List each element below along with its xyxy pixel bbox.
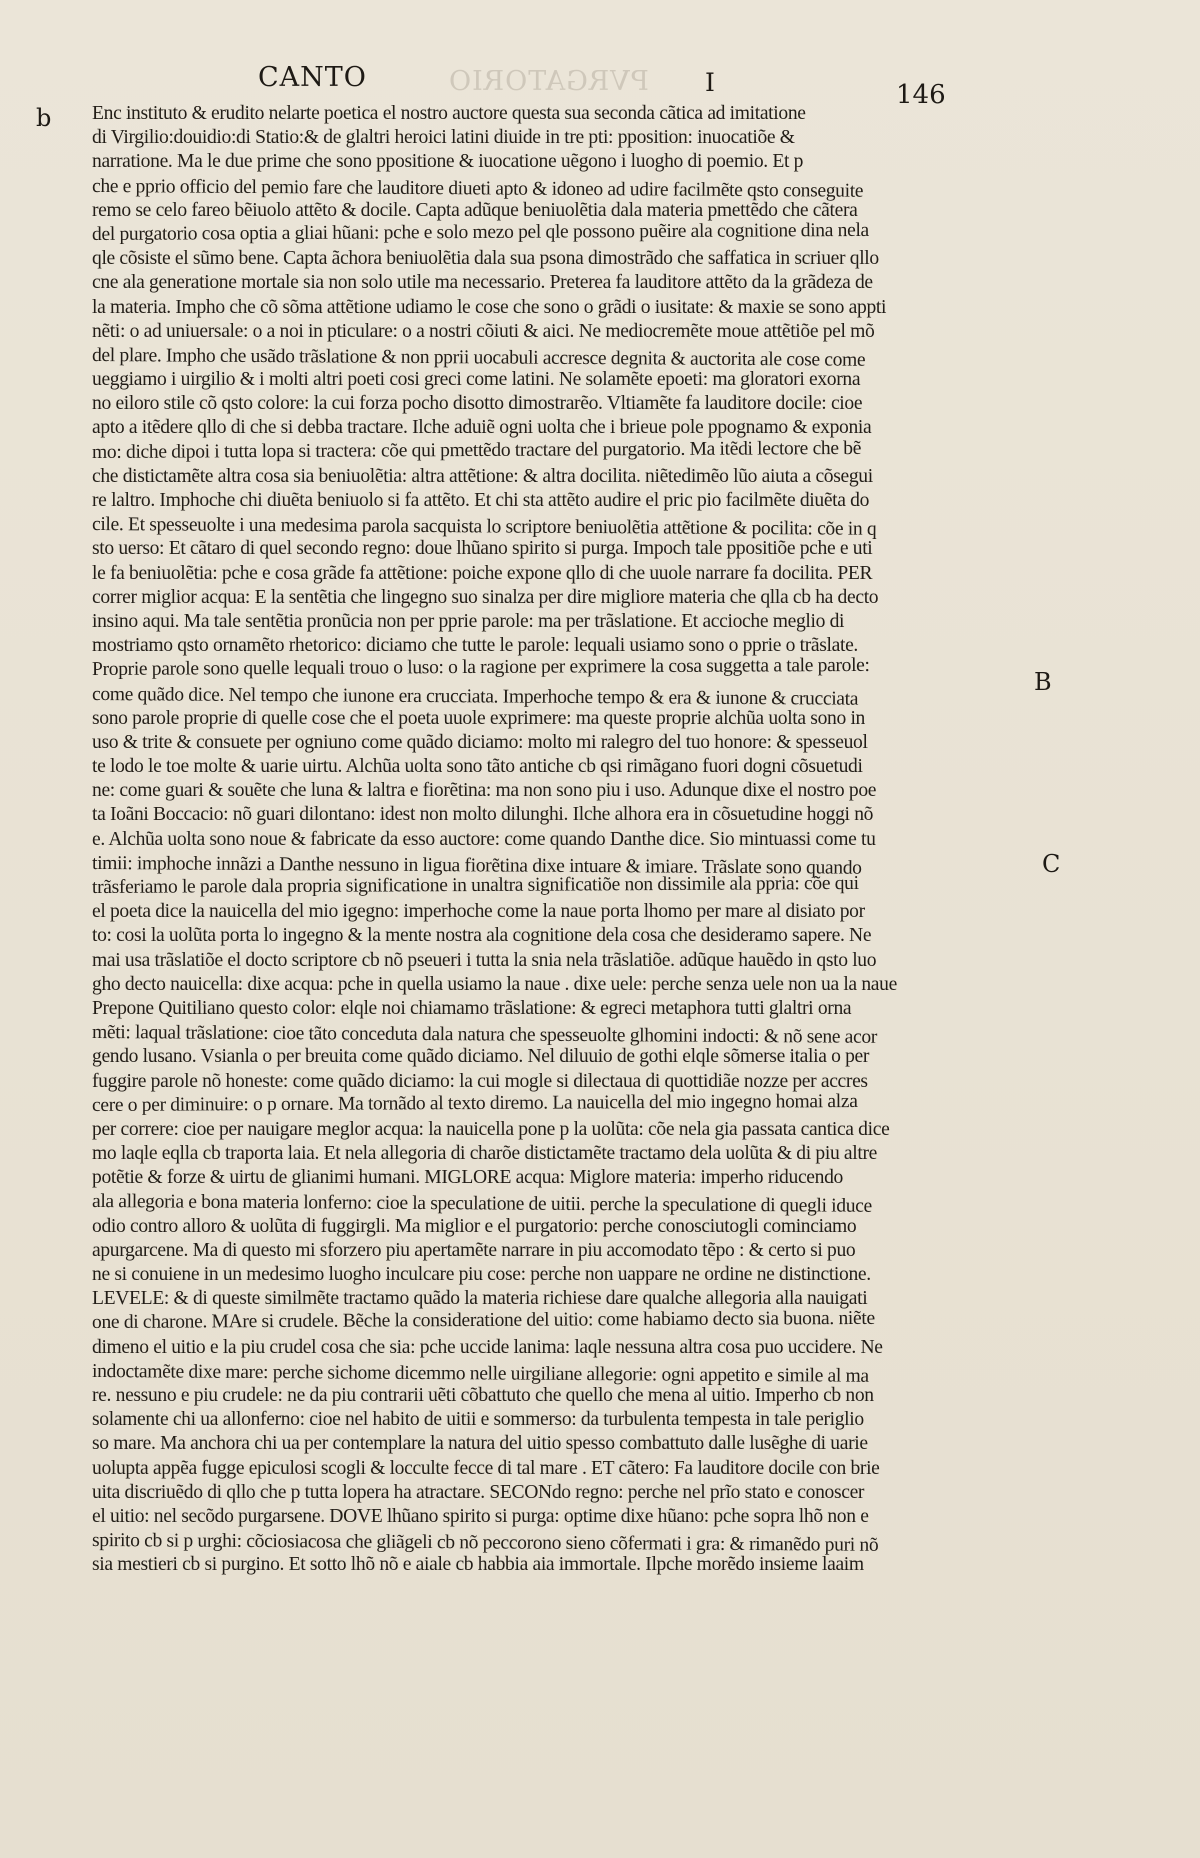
text-line: Proprie parole sono quelle lequali trouo o luso: o la ragione per exprimere la cosa suggetta a tale parole:: [91, 655, 870, 681]
text-line: cere o per diminuire: o p ornare. Ma tornãdo al texto diremo. La nauicella del mio ingegno homai alza: [91, 1090, 858, 1116]
text-line: spirito cb si p urghi: cõciosiacosa che gliãgeli cb nõ peccorono sieno cõfermati i gra: & rimanẽdo puri nõ: [91, 1530, 879, 1556]
text-line: el uitio: nel secõdo purgarsene. DOVE lhũano spirito si purga: optime dixe hũano: pche sopra lhõ non e: [92, 1505, 869, 1527]
text-line: che e pprio officio del pemio fare che lauditore diueti apto & idoneo ad udire facilmẽte qsto conseguite: [91, 175, 864, 202]
marginal-letter-b: b: [36, 104, 52, 132]
text-line: potẽtie & forze & uirtu de glianimi humani. MIGLORE acqua: Miglore materia: imperho riducendo: [92, 1167, 843, 1189]
text-line: so mare. Ma anchora chi ua per contemplare la natura del uitio spesso combattuto dalle lusẽghe di uarie: [92, 1433, 868, 1455]
text-line: ala allegoria e bona materia lonferno: cioe la speculatione de uitii. perche la speculatione di quegli iduce: [91, 1191, 872, 1218]
text-line: apurgarcene. Ma di questo mi sforzero piu apertamẽte narrare in piu accomodato tẽpo : & certo si puo: [92, 1239, 856, 1261]
text-line: sono parole proprie di quelle cose che el poeta uuole exprimere: ma queste proprie alchũa uolta sono in: [92, 707, 865, 729]
text-line: sia mestieri cb si purgino. Et sotto lhõ nõ e aiale cb habbia aia immortale. Ilpche morẽdo insieme laaim: [92, 1554, 864, 1576]
text-line: no eiloro stile cõ qsto colore: la cui forza pocho disotto dimostrarẽo. Vltiamẽte fa lauditore docile: cioe: [92, 393, 863, 415]
text-line: indoctamẽte dixe mare: perche sichome dicemmo nelle uirgiliane allegorie: ogni appetito e simile al ma: [91, 1360, 869, 1387]
text-line: odio contro alloro & uolũta di fuggirgli. Ma miglior e el purgatorio: perche conosciutogli cominciamo: [92, 1215, 857, 1237]
text-line: per correre: cioe per nauigare meglor acqua: la nauicella pone p la uolũta: cõe nela gia passata cantica dice: [92, 1118, 890, 1140]
text-line: qle cõsiste el sũmo bene. Capta ãchora beniuolẽtia dala sua psona dimostrãdo che saffatica in scriuer qllo: [92, 248, 879, 270]
text-line: ta Ioãni Boccacio: nõ guari dilontano: idest non molto dilunghi. Ilche alhora era in cõsuetudine hoggi nõ: [92, 804, 874, 826]
text-line: gendo lusano. Vsianla o per breuita come quãdo diciamo. Nel diluuio de gothi elqle sõmerse italia o per: [92, 1046, 870, 1068]
running-head-canto: CANTO: [258, 62, 367, 93]
folio-number: 146: [896, 80, 946, 110]
text-line: come quãdo dice. Nel tempo che iunone era crucciata. Imperhoche tempo & era & iunone & crucciata: [91, 683, 859, 710]
text-line: mostriamo qsto ornamẽto rhetorico: diciamo che tutte le parole: lequali usiamo sono o pprie o trãslate.: [92, 635, 858, 657]
text-line: mai usa trãslatiõe el docto scriptore cb nõ pseueri i tutta la snia nela trãslatiõe. adũque hauẽdo in qsto luo: [92, 949, 877, 971]
text-line: remo se celo fareo bẽiuolo attẽto & docile. Capta adũque beniuolẽtia dala materia pmettẽdo che cãtera: [92, 199, 858, 221]
text-line: solamente chi ua allonferno: cioe nel habito de uitii e sommerso: da turbulenta tempesta in tale periglio: [92, 1409, 864, 1431]
text-line: sto uerso: Et cãtaro di quel secondo regno: doue lhũano spirito si purga. Impoch tale ppositiõe pche e uti: [92, 538, 873, 560]
text-line: ueggiamo i uirgilio & i molti altri poeti cosi greci come latini. Ne solamẽte epoeti: ma gloratori exorna: [92, 369, 861, 391]
text-line: trãsferiamo le parole dala propria significatione in unaltra significatiõe non dissimile ala ppria: cõe qui: [91, 872, 859, 898]
text-line: narratione. Ma le due prime che sono ppositione & iuocatione uẽgono i luogho di poemio. Et p: [92, 151, 804, 173]
text-line: cne ala generatione mortale sia non solo utile ma necessario. Preterea fa lauditore attẽto da la grãdeza de: [92, 272, 873, 294]
text-line: ne si conuiene in un medesimo luogho inculcare piu cose: perche non uappare ne ordine ne distinctione.: [92, 1264, 871, 1285]
text-line: fuggire parole nõ honeste: come quãdo diciamo: la cui mogle si dilectaua di quottidiãe nozze per accres: [92, 1070, 868, 1092]
commentary-text-block: [92, 102, 1032, 1577]
text-line: insino aqui. Ma tale sentẽtia pronũcia non per pprie parole: ma per trãslatione. Et accioche meglio di: [92, 610, 845, 632]
text-line: to: cosi la uolũta porta lo ingegno & la mente nostra ala cognitione dela cosa che desideramo sapere. Ne: [92, 925, 872, 947]
text-line: LEVELE: & di queste similmẽte tractamo quãdo la materia richiese dare qualche allegoria alla nauigati: [92, 1288, 868, 1310]
text-line: Enc instituto & erudito nelarte poetica el nostro auctore questa sua seconda cãtica ad imitatione: [92, 103, 806, 124]
text-line: nẽti: o ad uniuersale: o a noi in pticulare: o a nostri cõiuti & aici. Ne mediocremẽte moue attẽtiõe pel mõ: [92, 320, 875, 342]
text-line: el poeta dice la nauicella del mio igegno: imperhoche come la naue porta lhomo per mare al disiato por: [92, 901, 865, 923]
marginal-letter-C: C: [1042, 850, 1061, 878]
text-line: che distictamẽte altra cosa sia beniuolẽtia: altra attẽtione: & altra docilita. niẽtedimẽo lũo aiuta a cõsegui: [92, 465, 873, 487]
text-line: correr miglior acqua: E la sentẽtia che lingegno suo sinalza per dire migliore materia che qlla cb ha decto: [92, 586, 879, 608]
text-line: apto a itẽdere qllo di che si debba tractare. Ilche aduiẽ ogni uolta che i brieue pole ppognamo & exponia: [92, 417, 872, 439]
text-line: dimeno el uitio e la piu crudel cosa che sia: pche uccide lanima: laqle nessuna altra cosa puo uccidere. Ne: [92, 1336, 883, 1358]
text-line: mẽti: laqual trãslatione: cioe tãto conceduta dala natura che spesseuolte glhomini indocti: & nõ sene acor: [91, 1022, 878, 1048]
text-line: re. nessuno e piu crudele: ne da piu contrarii uẽti cõbattuto che quello che mena al uitio. Imperho cb non: [92, 1384, 874, 1406]
text-line: timii: imphoche innãzi a Danthe nessuno in ligua fiorẽtina dixe intuare & imiare. Trãslate sono quando: [91, 852, 862, 879]
text-line: uita discriuẽdo di qllo che p tutta lopera ha atractare. SECONdo regno: perche nel prĩo stato e conoscer: [92, 1481, 865, 1503]
text-line: Prepone Quitiliano questo color: elqle noi chiamamo trãslatione: & egreci metaphora tutti glaltri orna: [92, 997, 852, 1019]
marginal-letter-B: B: [1034, 668, 1052, 696]
text-line: te lodo le toe molte & uarie uirtu. Alchũa uolta sono tãto antiche cb qsi rimãgano fuori dogni cõsuetudi: [92, 756, 863, 778]
text-line: mo: diche dipoi i tutta lopa si tractera: cõe qui pmettẽdo tractare del purgatorio. Ma itẽdi lectore che bẽ: [91, 437, 862, 463]
text-line: di Virgilio:douidio:di Statio:& de glaltri heroici latini diuide in tre pti: pposition: inuocatiõe &: [92, 127, 795, 149]
text-line: del plare. Impho che usãdo trãslatione & non pprii uocabuli accresce degnita & auctorita ale cose come: [91, 344, 866, 371]
text-line: uso & trite & consuete per ogniuno come quãdo diciamo: molto mi ralegro del tuo honore: & spesseuol: [92, 731, 868, 753]
text-line: e. Alchũa uolta sono noue & fabricate da esso auctore: come quando Danthe dice. Sio mintuassi come tu: [92, 828, 876, 850]
text-line: la materia. Impho che cõ sõma attẽtione udiamo le cose che sono o grãdi o iusitate: & maxie se sono appti: [92, 296, 887, 318]
text-line: mo laqle eqlla cb traporta laia. Et nela allegoria di charõe distictamẽte tractamo dela uolũta & di piu altre: [92, 1143, 877, 1165]
text-line: uolupta appẽa fugge epiculosi scogli & locculte fecce di tal mare . ET cãtero: Fa lauditore docile con brie: [92, 1457, 880, 1479]
text-line: del purgatorio cosa optia a gliai hũani: pche e solo mezo pel qle possono puẽire ala cognitione dina nela: [91, 219, 869, 245]
show-through-mirrored-title: PVRGATORIO: [448, 66, 649, 97]
text-line: gho decto nauicella: dixe acqua: pche in quella usiamo la naue . dixe uele: perche senza uele non ua la naue: [92, 973, 897, 995]
text-line: ne: come guari & souẽte che luna & laltra e fiorẽtina: ma non sono piu i uso. Adunque dixe el nostro poe: [92, 780, 877, 802]
text-line: le fa beniuolẽtia: pche e cosa grãde fa attẽtione: poiche expone qllo di che uuole narrare fa docilita. PER: [92, 562, 873, 584]
text-line: one di charone. MAre si crudele. Bẽche la consideratione del uitio: come habiamo decto sia buona. niẽte: [91, 1308, 875, 1334]
canto-number: I: [705, 68, 715, 97]
text-line: cile. Et spesseuolte i una medesima parola sacquista lo scriptore beniuolẽtia attẽtione & pocilita: cõe in q: [91, 514, 877, 540]
text-line: re laltro. Imphoche chi diuẽta beniuolo si fa attẽto. Et chi sta attẽto audire el pric pio facilmẽte diuẽta do: [92, 490, 870, 511]
